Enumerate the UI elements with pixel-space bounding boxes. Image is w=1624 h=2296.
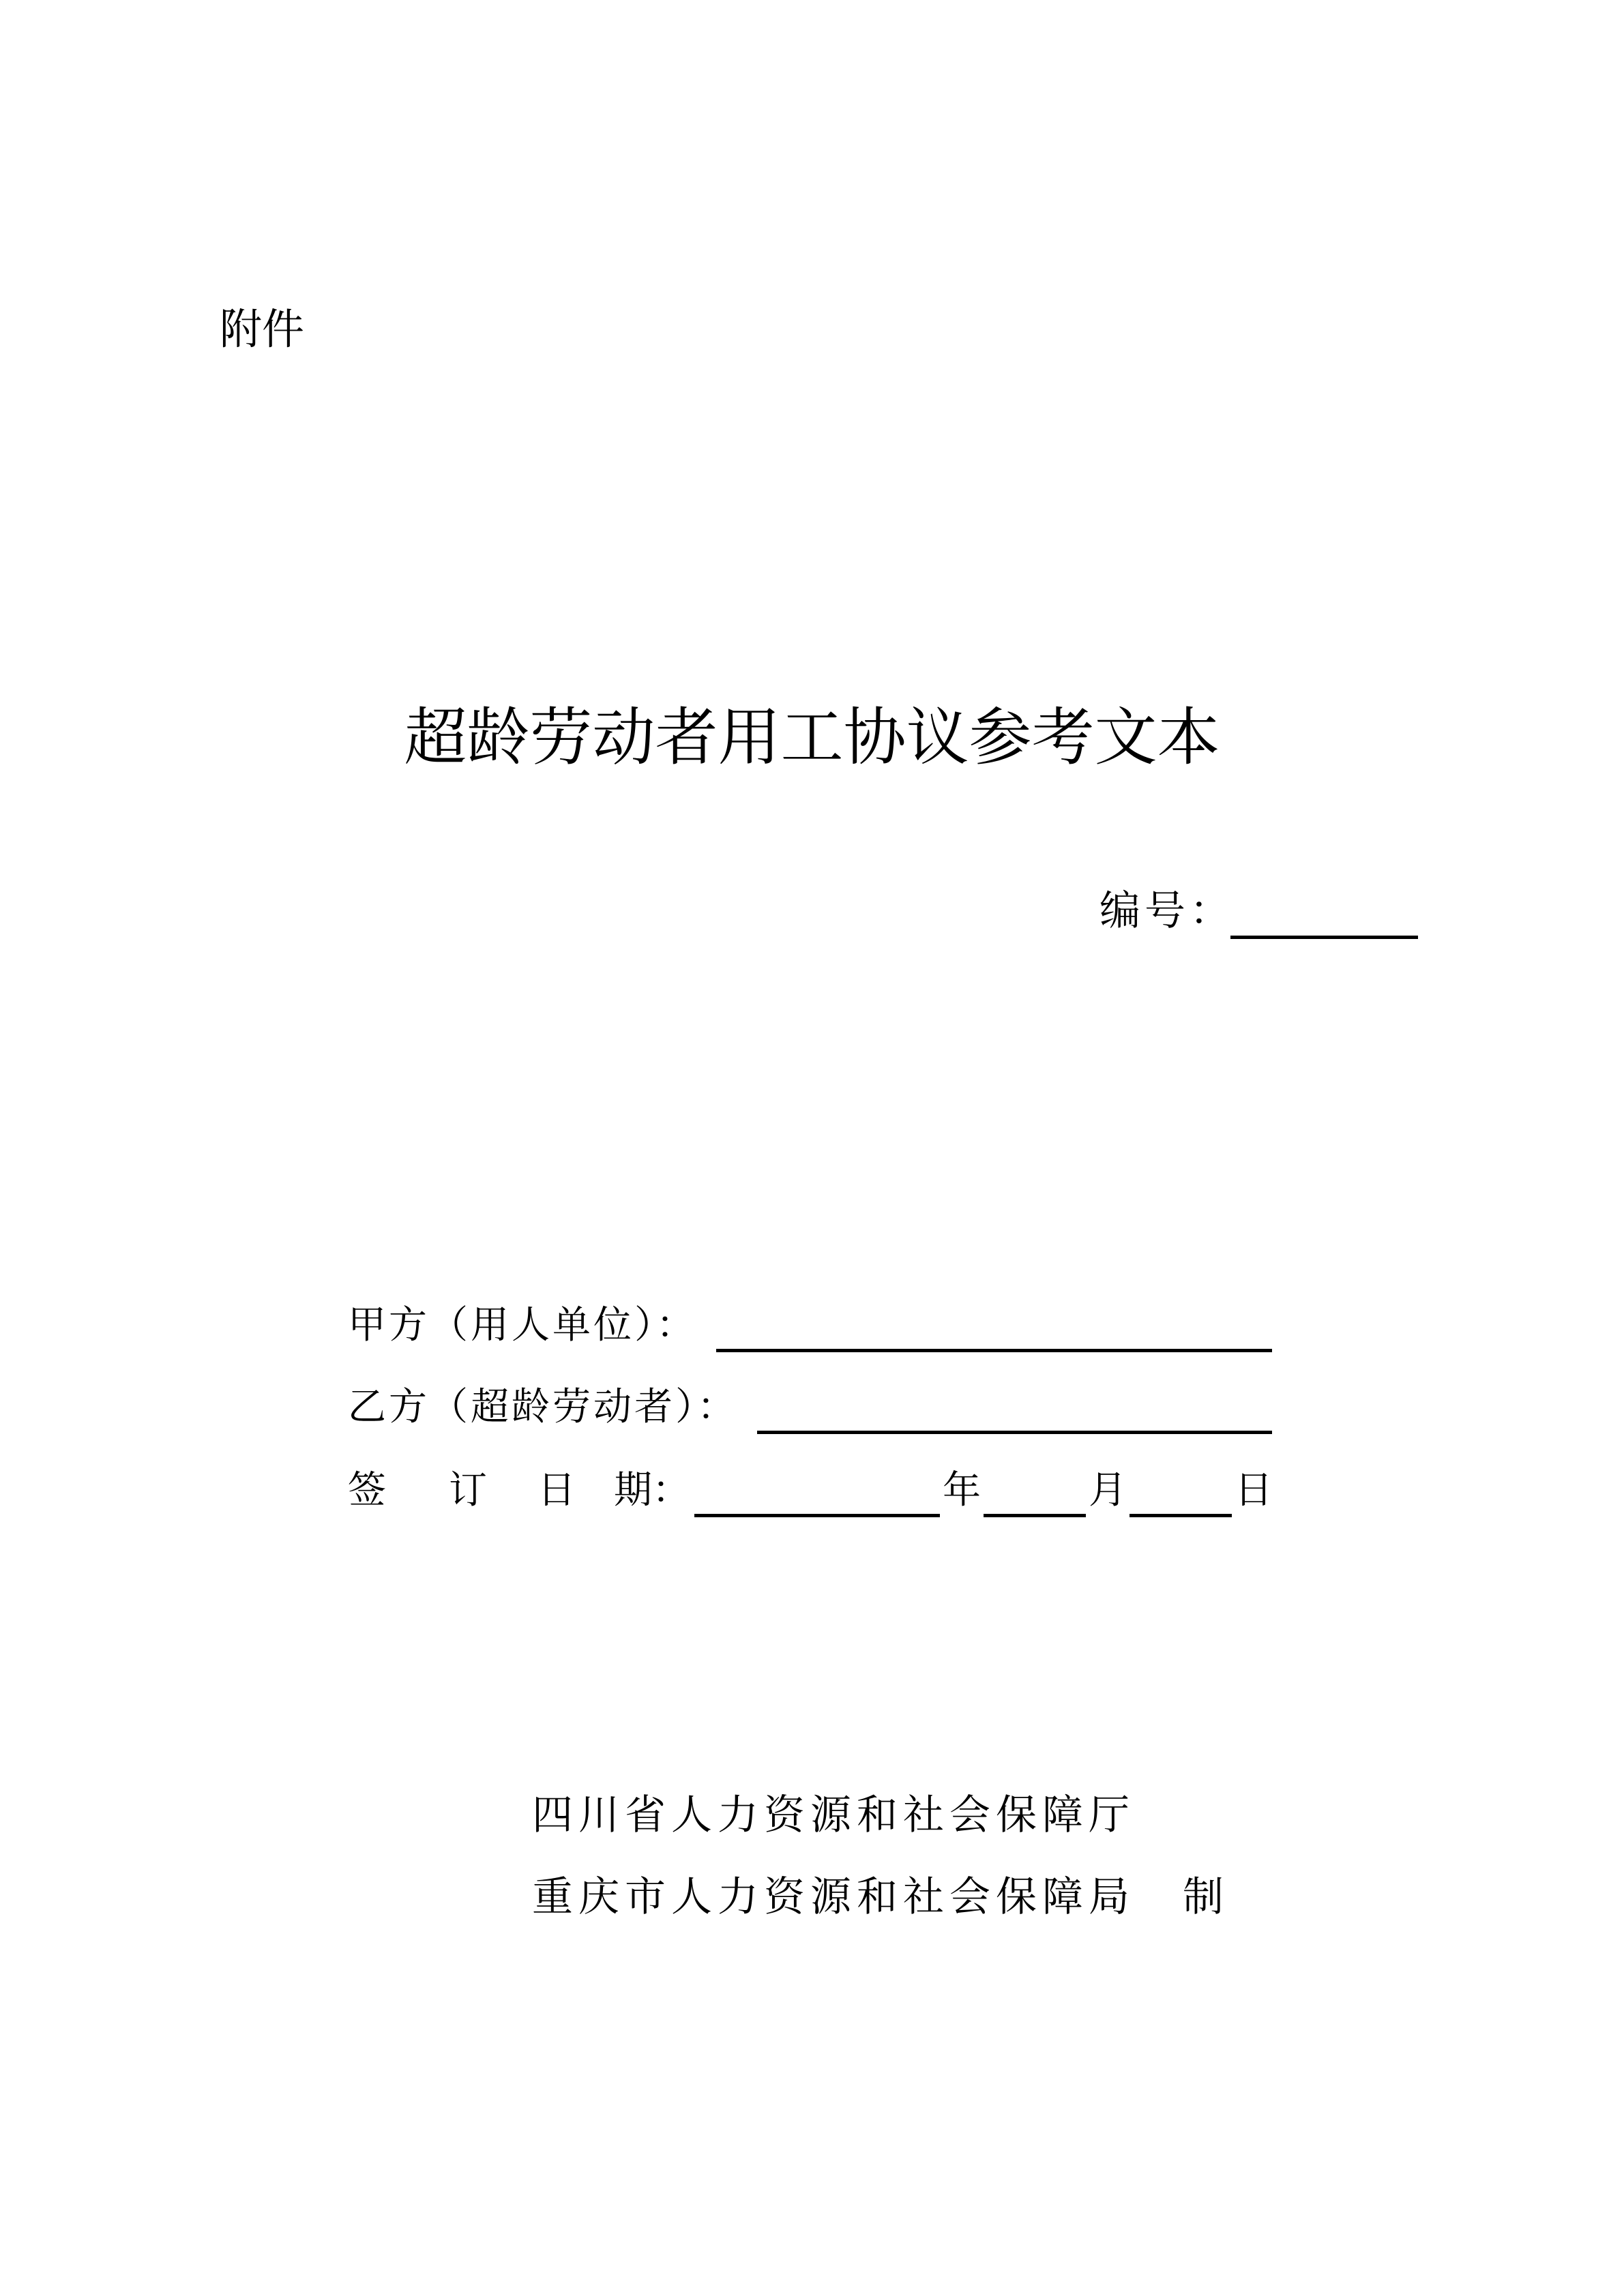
- party-a-blank[interactable]: [716, 1349, 1272, 1352]
- document-title: 超龄劳动者用工协议参考文本: [404, 701, 1220, 774]
- party-b-blank[interactable]: [757, 1431, 1272, 1434]
- document-number-label: 编号：: [1099, 887, 1235, 935]
- day-unit: 日: [1235, 1468, 1273, 1512]
- party-b-label: 乙方（超龄劳动者）：: [348, 1385, 738, 1429]
- attachment-label: 附件: [220, 304, 305, 354]
- issuer-suffix: 制: [1183, 1873, 1229, 1921]
- issuer-line-2: [532, 1873, 1229, 1921]
- signing-date-row: [348, 1468, 1303, 1526]
- document-number-blank[interactable]: [1230, 936, 1418, 939]
- signing-date-char: 期：: [614, 1468, 690, 1512]
- signing-date-char: 日: [537, 1468, 576, 1512]
- year-unit: 年: [943, 1468, 981, 1512]
- party-a-label: 甲方（用人单位）：: [348, 1303, 697, 1347]
- issuer-line-1: 四川省人力资源和社会保障厅: [532, 1791, 1135, 1839]
- signing-date-char: 签: [348, 1468, 386, 1512]
- month-unit: 月: [1089, 1468, 1127, 1512]
- signing-date-char: 订: [449, 1468, 487, 1512]
- issuer-line-2-name: 重庆市人力资源和社会保障局: [532, 1873, 1135, 1921]
- signing-year-blank[interactable]: [694, 1514, 940, 1517]
- signing-day-blank[interactable]: [1130, 1514, 1232, 1517]
- signing-month-blank[interactable]: [984, 1514, 1086, 1517]
